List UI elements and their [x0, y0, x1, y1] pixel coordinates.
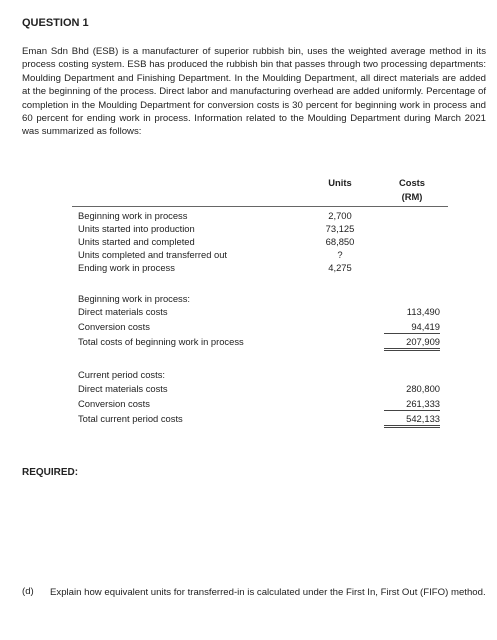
row-label: Units completed and transferred out [78, 249, 228, 260]
row-cost: 94,419 [384, 320, 440, 334]
table-row [72, 305, 448, 318]
costs-header: Costs [398, 177, 426, 188]
required-label: REQUIRED: [22, 467, 79, 478]
row-label: Conversion costs [78, 321, 150, 332]
question-number: (d) [22, 586, 34, 597]
case-paragraph: Eman Sdn Bhd (ESB) is a manufacturer of superior rubbish bin, uses the weighted average method in its process costing system. ESB has produced the rubbish bin that passes through two processing departments: Moulding Department and Finishing Department. In the Moulding Department, all direct materials are added at the beginning of the process. Direct labor and manufacturing overhead are added uniformly. Percentage of completion in the Moulding Department for conversion costs is 30 percent for beginning work in process and 60 percent for ending work in process. Information related to the Moulding Department during March 2021 was summarized as follows: [22, 46, 486, 138]
table-row [72, 222, 448, 235]
table-row [72, 261, 448, 274]
row-units: 68,850 [325, 236, 355, 247]
section-title-row [72, 368, 448, 381]
row-units: 4,275 [328, 262, 352, 273]
row-label: Direct materials costs [78, 306, 168, 317]
costs-unit-header: (RM) [401, 191, 423, 202]
row-cost: 280,800 [406, 383, 440, 394]
row-units: 2,700 [328, 210, 352, 221]
table-row [72, 320, 448, 333]
table-row [72, 382, 448, 395]
row-units: 73,125 [325, 223, 355, 234]
row-label: Total current period costs [78, 413, 183, 424]
row-label: Units started into production [78, 223, 195, 234]
question-heading: QUESTION 1 [22, 17, 89, 29]
table-row [72, 248, 448, 261]
table-row [72, 397, 448, 410]
row-label: Total costs of beginning work in process [78, 336, 244, 347]
units-header: Units [328, 177, 352, 188]
question-text: Explain how equivalent units for transferred-in is calculated under the First In, First Out (FIFO) method. [50, 587, 486, 598]
row-cost: 261,333 [384, 397, 440, 411]
row-units: ? [337, 249, 343, 260]
current-section-title: Current period costs: [78, 369, 166, 380]
table-row [72, 412, 448, 425]
section-title-row [72, 292, 448, 305]
table-top-rule [72, 206, 448, 207]
row-total-cost: 542,133 [384, 412, 440, 428]
row-total-cost: 207,909 [384, 335, 440, 351]
table-row [72, 209, 448, 222]
row-label: Ending work in process [78, 262, 175, 273]
row-label: Conversion costs [78, 398, 150, 409]
bwip-section-title: Beginning work in process: [78, 293, 191, 304]
table-row [72, 335, 448, 348]
row-label: Beginning work in process [78, 210, 188, 221]
table-row [72, 235, 448, 248]
row-cost: 113,490 [406, 306, 440, 317]
row-label: Units started and completed [78, 236, 195, 247]
row-label: Direct materials costs [78, 383, 168, 394]
